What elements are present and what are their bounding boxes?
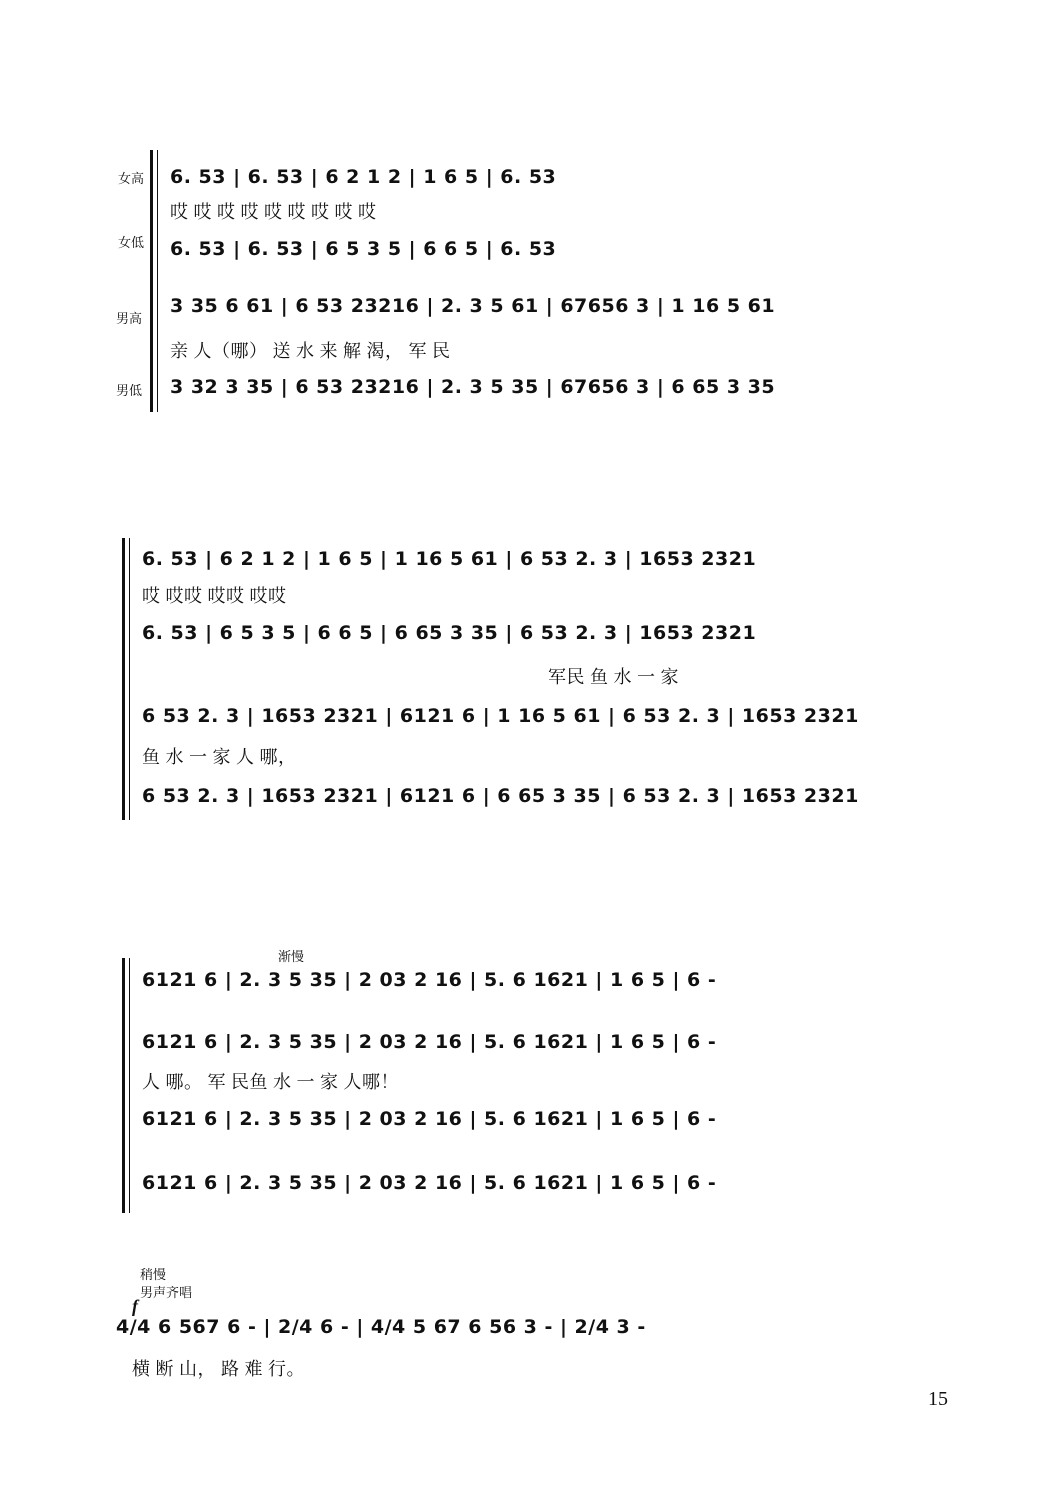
system1-brace	[150, 150, 153, 412]
system2-brace	[122, 538, 125, 820]
system4-unison-lyrics: 横 断 山， 路 难 行。	[132, 1359, 305, 1379]
system3-bass-notes: 6121 6 | 2. 3 5 35 | 2 03 2 16 | 5. 6 1621 | 1 6 5 | 6 -	[142, 1172, 717, 1194]
part-label-soprano: 女高	[118, 171, 145, 186]
system3-brace	[122, 958, 125, 1213]
part-label-alto: 女低	[118, 235, 145, 250]
system3-alto-notes: 6121 6 | 2. 3 5 35 | 2 03 2 16 | 5. 6 1621 | 1 6 5 | 6 -	[142, 1031, 717, 1053]
system1-soprano-notes: 6. 53 | 6. 53 | 6 2 1 2 | 1 6 5 | 6. 53	[170, 166, 557, 188]
system4-unison-notes: 4/4 6 567 6 - | 2/4 6 - | 4/4 5 67 6 56 3 - | 2/4 3 -	[116, 1316, 646, 1338]
system3-tenor-notes: 6121 6 | 2. 3 5 35 | 2 03 2 16 | 5. 6 1621 | 1 6 5 | 6 -	[142, 1108, 717, 1130]
system2-bass-notes: 6 53 2. 3 | 1653 2321 | 6121 6 | 6 65 3 35 | 6 53 2. 3 | 1653 2321	[142, 785, 859, 807]
system1-tenor-lyrics: 亲 人（哪） 送 水 来 解 渴， 军 民	[170, 341, 451, 361]
part-label-bass: 男低	[116, 383, 143, 398]
system2-brace-thin	[129, 538, 130, 820]
system2-tenor-lyrics: 鱼 水 一 家 人 哪，	[142, 747, 297, 767]
system3-tempo-mark: 渐慢	[278, 949, 305, 964]
system3-soprano-notes: 6121 6 | 2. 3 5 35 | 2 03 2 16 | 5. 6 1621 | 1 6 5 | 6 -	[142, 969, 717, 991]
system1-soprano-lyrics: 哎 哎 哎 哎 哎 哎 哎 哎 哎	[170, 202, 377, 222]
system4-tempo-mark: 稍慢	[140, 1267, 167, 1282]
system2-tenor-notes: 6 53 2. 3 | 1653 2321 | 6121 6 | 1 16 5 61 | 6 53 2. 3 | 1653 2321	[142, 705, 859, 727]
system1-brace-thin	[157, 150, 158, 412]
system2-soprano-lyrics: 哎 哎哎 哎哎 哎哎	[142, 586, 287, 606]
system3-alto-lyrics: 人 哪。 军 民鱼 水 一 家 人哪！	[142, 1072, 399, 1092]
system1-tenor-notes: 3 35 6 61 | 6 53 23216 | 2. 3 5 61 | 67656 3 | 1 16 5 61	[170, 295, 776, 317]
system2-alto-lyrics: 军民 鱼 水 一 家	[548, 667, 679, 687]
system4-dynamic-mark: f	[132, 1296, 138, 1316]
system1-alto-notes: 6. 53 | 6. 53 | 6 5 3 5 | 6 6 5 | 6. 53	[170, 238, 557, 260]
system2-alto-notes: 6. 53 | 6 5 3 5 | 6 6 5 | 6 65 3 35 | 6 53 2. 3 | 1653 2321	[142, 622, 757, 644]
part-label-tenor: 男高	[116, 311, 143, 326]
system3-brace-thin	[129, 958, 130, 1213]
system4-voice-label: 男声齐唱	[140, 1285, 193, 1300]
system2-soprano-notes: 6. 53 | 6 2 1 2 | 1 6 5 | 1 16 5 61 | 6 53 2. 3 | 1653 2321	[142, 548, 757, 570]
system1-bass-notes: 3 32 3 35 | 6 53 23216 | 2. 3 5 35 | 67656 3 | 6 65 3 35	[170, 376, 776, 398]
page-number: 15	[928, 1388, 948, 1410]
